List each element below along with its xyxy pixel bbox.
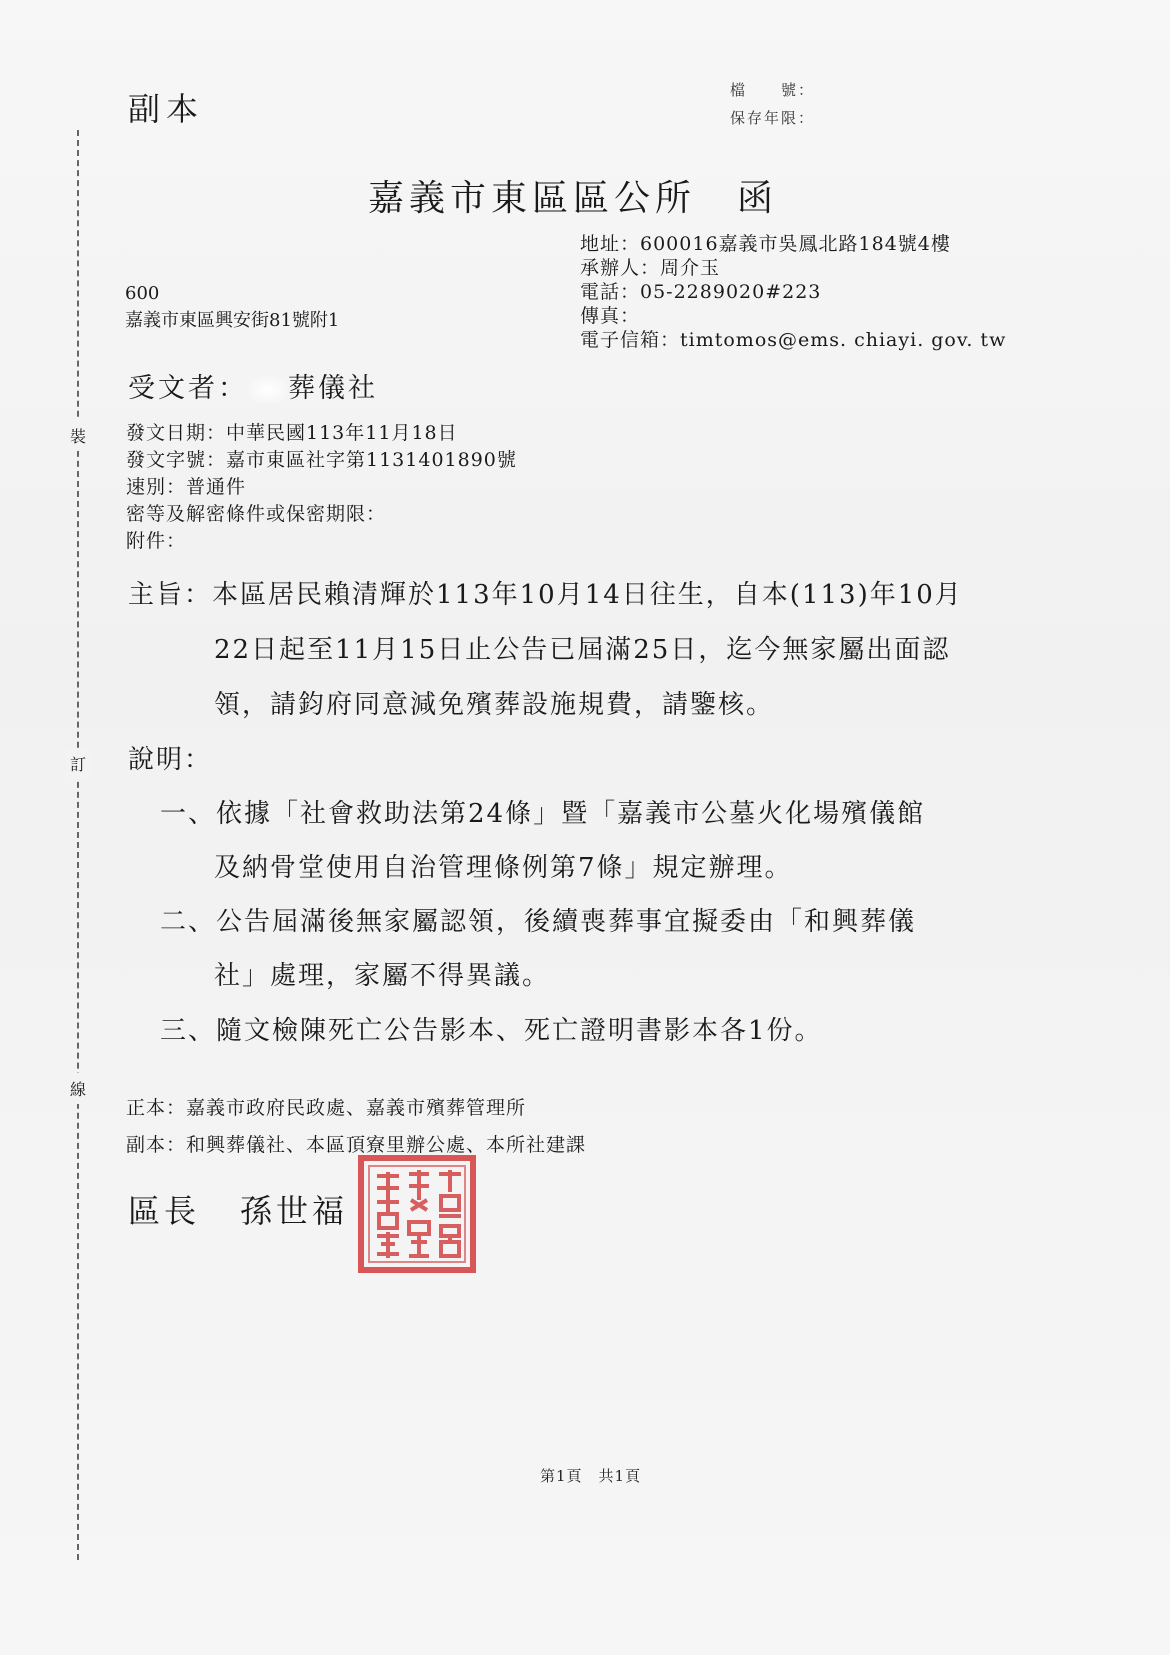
recipient-name: 葬儀社 xyxy=(288,373,378,404)
recipient-postal-code: 600 xyxy=(125,283,160,304)
binding-mark-xian: 線 xyxy=(66,1073,90,1104)
meta-date: 發文日期：中華民國113年11月18日 xyxy=(126,422,458,444)
sender-handler: 承辦人：周介玉 xyxy=(580,257,721,279)
meta-urgency: 速別：普通件 xyxy=(126,476,247,498)
file-number-label: 檔 號： xyxy=(730,81,816,99)
redacted-mark xyxy=(248,377,288,403)
subject-line-2: 22日起至11月15日止公告已屆滿25日，迄今無家屬出面認 xyxy=(214,635,951,665)
copy-mark: 副本 xyxy=(128,90,205,128)
signature-name: 孫世福 xyxy=(240,1192,349,1230)
signature-title: 區長 xyxy=(128,1192,201,1230)
page-number: 第1頁 共1頁 xyxy=(540,1467,642,1485)
meta-secrecy: 密等及解密條件或保密期限： xyxy=(126,503,387,525)
binding-dashed-line xyxy=(77,130,79,1560)
sender-address: 地址：600016嘉義市吳鳳北路184號4樓 xyxy=(580,233,951,255)
recipient-street: 嘉義市東區興安街81號附1 xyxy=(125,310,340,331)
explanation-item-1-line-2: 及納骨堂使用自治管理條例第7條」規定辦理。 xyxy=(214,853,793,883)
explanation-item-3-line-1: 三、隨文檢陳死亡公告影本、死亡證明書影本各1份。 xyxy=(160,1016,823,1046)
explanation-item-2-line-2: 社」處理，家屬不得異議。 xyxy=(214,961,551,991)
distribution-copies: 副本：和興葬儀社、本區頂寮里辦公處、本所社建課 xyxy=(126,1134,587,1156)
sender-phone: 電話：05-2289020#223 xyxy=(580,281,822,303)
file-info xyxy=(730,76,815,132)
binding-mark-zhuang: 裝 xyxy=(66,420,90,451)
official-seal-stamp xyxy=(355,1152,479,1276)
explanation-heading: 說明： xyxy=(128,745,213,775)
sender-fax: 傳真： xyxy=(580,305,641,327)
subject-line-3: 領，請鈞府同意減免殯葬設施規費，請鑒核。 xyxy=(214,690,775,720)
recipient-address xyxy=(125,280,339,334)
explanation-item-1-line-1: 一、依據「社會救助法第24條」暨「嘉義市公墓火化場殯儀館 xyxy=(160,799,926,829)
recipient-line xyxy=(128,366,378,405)
sender-email: 電子信箱：timtomos@ems. chiayi. gov. tw xyxy=(580,329,1007,351)
recipient-label: 受文者： xyxy=(128,373,248,404)
binding-mark-ding: 訂 xyxy=(66,748,90,779)
explanation-item-2-line-1: 二、公告屆滿後無家屬認領，後續喪葬事宜擬委由「和興葬儀 xyxy=(160,907,917,937)
retention-label: 保存年限： xyxy=(730,109,816,127)
subject-line-1: 主旨：本區居民賴清輝於113年10月14日往生，自本(113)年10月 xyxy=(128,580,963,610)
document-title: 嘉義市東區區公所 函 xyxy=(368,178,779,219)
signature-block xyxy=(128,1186,348,1232)
document-meta xyxy=(126,420,517,555)
sender-info xyxy=(580,232,1006,352)
distribution-original: 正本：嘉義市政府民政處、嘉義市殯葬管理所 xyxy=(126,1097,527,1119)
meta-attachment: 附件： xyxy=(126,530,187,552)
meta-doc-number: 發文字號：嘉市東區社字第1131401890號 xyxy=(126,449,517,471)
